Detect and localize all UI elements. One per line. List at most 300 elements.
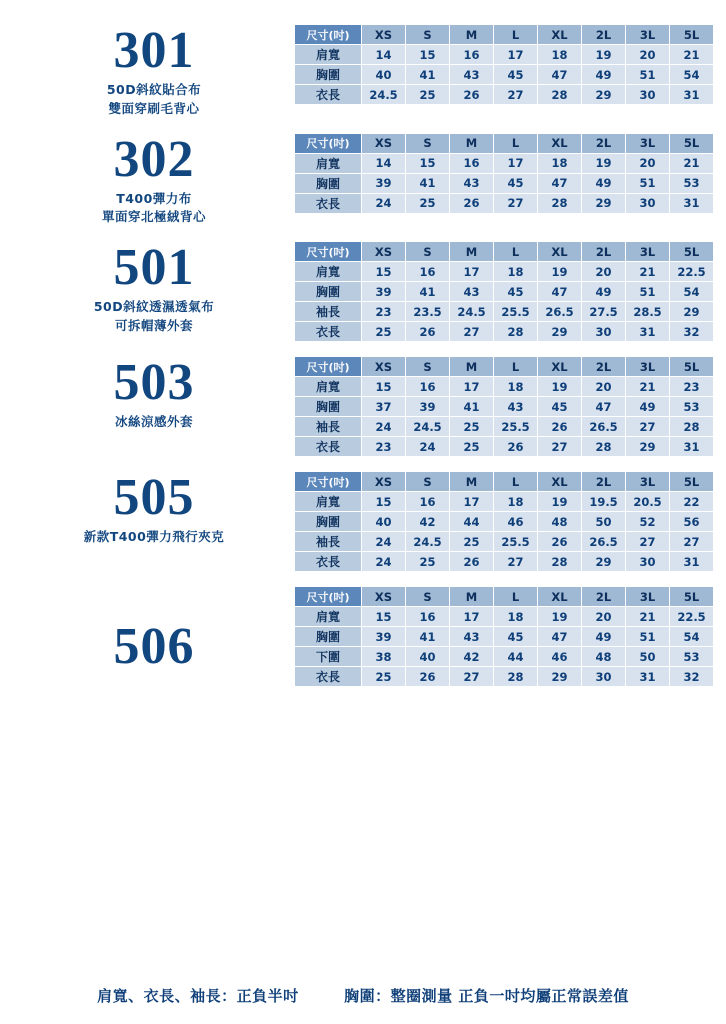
cell: 20 [582,607,625,626]
cell: 37 [362,397,405,416]
table-corner-label: 尺寸(吋) [295,242,361,261]
cell: 39 [362,174,405,193]
size-header: M [450,134,493,153]
table-corner-label: 尺寸(吋) [295,587,361,606]
cell: 39 [406,397,449,416]
cell: 56 [670,512,713,531]
product-block-506 [14,580,712,687]
row-label: 胸圍 [295,512,361,531]
cell: 27 [450,667,493,686]
table-row [295,492,713,511]
cell: 27 [494,194,537,213]
cell: 45 [494,174,537,193]
cell: 50 [626,647,669,666]
cell: 28 [538,85,581,104]
cell: 51 [626,282,669,301]
cell: 21 [626,377,669,396]
cell: 24 [362,417,405,436]
cell: 17 [450,607,493,626]
size-table-503 [294,356,714,457]
size-header: L [494,357,537,376]
description-line: 50D斜紋貼合布 [106,82,202,98]
cell: 15 [362,262,405,281]
cell: 17 [494,45,537,64]
cell: 17 [450,492,493,511]
row-label: 胸圍 [295,282,361,301]
cell: 16 [450,154,493,173]
cell: 28 [494,322,537,341]
size-header: XL [538,357,581,376]
size-header: S [406,134,449,153]
cell: 54 [670,65,713,84]
size-header: 3L [626,472,669,491]
size-header: M [450,357,493,376]
cell: 47 [538,282,581,301]
product-info-302 [14,127,294,228]
table-row [295,647,713,666]
cell: 24.5 [406,532,449,551]
table-header-row [295,587,713,606]
product-block-505 [14,465,712,572]
model-code: 505 [113,469,195,527]
size-table-505 [294,471,714,572]
product-description [14,81,294,119]
row-label: 衣長 [295,437,361,456]
table-row [295,85,713,104]
cell: 15 [362,607,405,626]
model-code: 301 [113,22,195,79]
cell: 51 [626,174,669,193]
row-label: 袖長 [295,302,361,321]
cell: 15 [406,45,449,64]
cell: 29 [582,85,625,104]
cell: 30 [626,194,669,213]
cell: 26 [538,532,581,551]
cell: 26 [450,85,493,104]
size-header: XS [362,357,405,376]
product-table-wrap-302 [294,127,714,214]
row-label: 肩寬 [295,607,361,626]
size-header: M [450,472,493,491]
cell: 47 [538,65,581,84]
table-row [295,322,713,341]
cell: 16 [406,607,449,626]
size-header: 5L [670,472,713,491]
table-row [295,174,713,193]
cell: 48 [538,512,581,531]
product-table-wrap-506 [294,580,714,687]
description-line: 新款T400彈力飛行夾克 [83,529,225,545]
product-description [14,528,294,547]
cell: 25 [362,667,405,686]
size-header: 5L [670,134,713,153]
product-table-wrap-301 [294,18,714,105]
cell: 17 [450,262,493,281]
table-row [295,437,713,456]
cell: 24.5 [362,85,405,104]
size-header: 3L [626,134,669,153]
cell: 20 [582,262,625,281]
description-line: 雙面穿刷毛背心 [108,100,200,116]
tolerance-note-left: 肩寬、衣長、袖長：正負半吋 [97,987,299,1005]
table-row [295,607,713,626]
cell: 52 [626,512,669,531]
table-row [295,282,713,301]
cell: 49 [582,627,625,646]
size-header: S [406,357,449,376]
table-row [295,262,713,281]
row-label: 胸圍 [295,174,361,193]
cell: 24.5 [406,417,449,436]
cell: 41 [406,65,449,84]
cell: 44 [450,512,493,531]
cell: 27 [626,532,669,551]
cell: 43 [494,397,537,416]
cell: 45 [494,65,537,84]
cell: 22.5 [670,262,713,281]
cell: 27 [494,552,537,571]
size-header: XL [538,242,581,261]
cell: 18 [494,607,537,626]
cell: 18 [494,377,537,396]
table-row [295,194,713,213]
cell: 29 [538,322,581,341]
table-row [295,512,713,531]
size-header: 5L [670,357,713,376]
cell: 29 [582,194,625,213]
size-header: 5L [670,587,713,606]
size-header: 2L [582,472,625,491]
size-header: XL [538,587,581,606]
cell: 31 [626,667,669,686]
cell: 32 [670,667,713,686]
table-header-row [295,25,713,44]
cell: 54 [670,282,713,301]
size-header: L [494,587,537,606]
cell: 51 [626,65,669,84]
cell: 23 [670,377,713,396]
cell: 28 [494,667,537,686]
cell: 18 [494,492,537,511]
cell: 42 [450,647,493,666]
cell: 40 [362,65,405,84]
cell: 29 [538,667,581,686]
cell: 29 [582,552,625,571]
cell: 43 [450,174,493,193]
cell: 18 [538,45,581,64]
cell: 39 [362,627,405,646]
cell: 21 [670,45,713,64]
cell: 45 [494,282,537,301]
product-table-wrap-501 [294,235,714,342]
row-label: 袖長 [295,417,361,436]
size-header: XS [362,587,405,606]
cell: 18 [538,154,581,173]
cell: 32 [670,322,713,341]
row-label: 肩寬 [295,377,361,396]
size-table-506 [294,586,714,687]
size-header: S [406,242,449,261]
table-corner-label: 尺寸(吋) [295,25,361,44]
cell: 16 [450,45,493,64]
description-line: 單面穿北極絨背心 [101,209,206,225]
cell: 53 [670,647,713,666]
cell: 41 [450,397,493,416]
cell: 28 [538,194,581,213]
cell: 15 [362,492,405,511]
row-label: 肩寬 [295,154,361,173]
cell: 45 [494,627,537,646]
cell: 27 [450,322,493,341]
cell: 19 [538,607,581,626]
cell: 31 [670,437,713,456]
product-info-501 [14,235,294,336]
cell: 30 [626,552,669,571]
cell: 26 [538,417,581,436]
product-block-301 [14,18,712,119]
cell: 25 [406,194,449,213]
cell: 43 [450,627,493,646]
cell: 38 [362,647,405,666]
cell: 29 [670,302,713,321]
product-info-301 [14,18,294,119]
table-corner-label: 尺寸(吋) [295,134,361,153]
cell: 25 [406,552,449,571]
description-line: 冰絲涼感外套 [114,414,193,430]
row-label: 胸圍 [295,397,361,416]
cell: 29 [626,437,669,456]
cell: 25 [450,417,493,436]
cell: 23 [362,437,405,456]
cell: 21 [626,607,669,626]
cell: 25 [450,437,493,456]
cell: 25.5 [494,302,537,321]
size-header: XS [362,25,405,44]
row-label: 肩寬 [295,45,361,64]
product-table-wrap-505 [294,465,714,572]
product-description [14,413,294,432]
size-header: XS [362,472,405,491]
size-header: M [450,25,493,44]
cell: 41 [406,282,449,301]
row-label: 衣長 [295,667,361,686]
description-line: 可拆帽薄外套 [114,317,193,333]
cell: 20.5 [626,492,669,511]
cell: 49 [626,397,669,416]
cell: 19.5 [582,492,625,511]
row-label: 胸圍 [295,627,361,646]
size-table-301 [294,24,714,105]
size-header: 2L [582,134,625,153]
size-header: XS [362,242,405,261]
cell: 49 [582,174,625,193]
cell: 26.5 [582,532,625,551]
table-row [295,397,713,416]
size-header: S [406,25,449,44]
cell: 22.5 [670,607,713,626]
table-row [295,552,713,571]
table-row [295,667,713,686]
cell: 46 [494,512,537,531]
row-label: 袖長 [295,532,361,551]
model-code: 501 [113,239,195,297]
product-table-wrap-503 [294,350,714,457]
cell: 26 [406,322,449,341]
cell: 25.5 [494,532,537,551]
size-header: 3L [626,357,669,376]
cell: 16 [406,377,449,396]
size-header: XL [538,134,581,153]
table-row [295,45,713,64]
cell: 25 [406,85,449,104]
size-table-501 [294,241,714,342]
cell: 41 [406,627,449,646]
cell: 24 [362,552,405,571]
cell: 24.5 [450,302,493,321]
size-header: L [494,242,537,261]
size-table-302 [294,133,714,214]
cell: 50 [582,512,625,531]
cell: 46 [538,647,581,666]
cell: 44 [494,647,537,666]
size-header: 3L [626,242,669,261]
cell: 14 [362,45,405,64]
cell: 31 [670,552,713,571]
cell: 20 [626,154,669,173]
cell: 18 [494,262,537,281]
size-header: 2L [582,587,625,606]
size-header: M [450,242,493,261]
description-line: T400彈力布 [116,190,192,206]
cell: 27 [626,417,669,436]
table-row [295,417,713,436]
cell: 30 [582,322,625,341]
cell: 17 [494,154,537,173]
table-row [295,302,713,321]
product-block-302 [14,127,712,228]
cell: 49 [582,282,625,301]
size-header: L [494,134,537,153]
cell: 26.5 [582,417,625,436]
table-header-row [295,472,713,491]
cell: 41 [406,174,449,193]
size-header: XS [362,134,405,153]
table-row [295,154,713,173]
cell: 28.5 [626,302,669,321]
product-description [14,190,294,228]
cell: 53 [670,174,713,193]
cell: 26 [494,437,537,456]
model-code: 503 [113,354,195,412]
cell: 19 [538,262,581,281]
table-header-row [295,242,713,261]
table-corner-label: 尺寸(吋) [295,357,361,376]
cell: 47 [538,627,581,646]
cell: 15 [362,377,405,396]
cell: 25.5 [494,417,537,436]
size-header: XL [538,472,581,491]
cell: 16 [406,492,449,511]
cell: 27 [494,85,537,104]
cell: 39 [362,282,405,301]
cell: 24 [362,532,405,551]
row-label: 衣長 [295,322,361,341]
cell: 28 [582,437,625,456]
row-label: 衣長 [295,552,361,571]
size-header: 2L [582,357,625,376]
size-header: S [406,587,449,606]
cell: 26 [406,667,449,686]
cell: 30 [626,85,669,104]
cell: 24 [406,437,449,456]
cell: 43 [450,282,493,301]
tolerance-note-right: 胸圍：整圈測量 正負一吋均屬正常誤差值 [344,987,629,1005]
product-info-506 [14,580,294,676]
model-code: 506 [113,618,195,676]
cell: 21 [670,154,713,173]
description-line: 50D斜紋透濕透氣布 [93,299,215,315]
measurement-tolerance-note [0,985,726,1006]
table-row [295,65,713,84]
product-info-505 [14,465,294,547]
cell: 53 [670,397,713,416]
size-header: L [494,472,537,491]
table-row [295,532,713,551]
size-header: M [450,587,493,606]
size-header: XL [538,25,581,44]
product-info-503 [14,350,294,432]
product-block-503 [14,350,712,457]
table-row [295,377,713,396]
cell: 19 [538,492,581,511]
cell: 27 [670,532,713,551]
model-code: 302 [113,130,195,188]
cell: 48 [582,647,625,666]
cell: 43 [450,65,493,84]
cell: 26 [450,194,493,213]
cell: 26 [450,552,493,571]
cell: 30 [582,667,625,686]
table-header-row [295,134,713,153]
cell: 27 [538,437,581,456]
cell: 23 [362,302,405,321]
row-label: 衣長 [295,194,361,213]
row-label: 衣長 [295,85,361,104]
cell: 23.5 [406,302,449,321]
cell: 20 [626,45,669,64]
cell: 21 [626,262,669,281]
cell: 54 [670,627,713,646]
size-header: 3L [626,25,669,44]
cell: 27.5 [582,302,625,321]
cell: 14 [362,154,405,173]
cell: 16 [406,262,449,281]
table-corner-label: 尺寸(吋) [295,472,361,491]
cell: 45 [538,397,581,416]
cell: 31 [670,194,713,213]
row-label: 肩寬 [295,262,361,281]
cell: 15 [406,154,449,173]
size-header: 5L [670,25,713,44]
table-header-row [295,357,713,376]
cell: 25 [362,322,405,341]
cell: 24 [362,194,405,213]
cell: 19 [582,154,625,173]
cell: 40 [362,512,405,531]
cell: 28 [670,417,713,436]
cell: 28 [538,552,581,571]
cell: 42 [406,512,449,531]
